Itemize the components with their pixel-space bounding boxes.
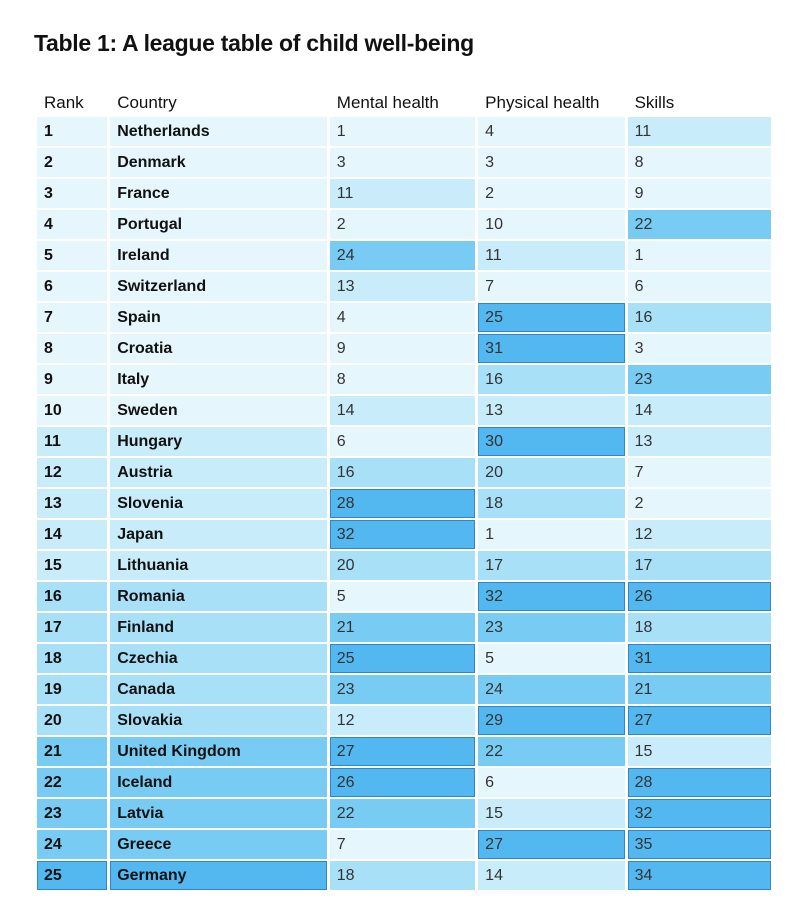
table-row [37,551,771,582]
cell-mental-health: 12 [330,706,475,737]
cell-country: Hungary [110,427,327,458]
table-row [37,365,771,396]
cell-country: Ireland [110,241,327,272]
cell-physical-health: 25 [478,303,624,334]
cell-country: Portugal [110,210,327,241]
header-rank: Rank [44,93,84,112]
table-row [37,675,771,706]
table-row [37,799,771,830]
table-row [37,179,771,210]
cell-rank: 16 [37,582,107,613]
cell-physical-health: 24 [478,675,624,706]
cell-rank: 20 [37,706,107,737]
cell-physical-health: 31 [478,334,624,365]
cell-mental-health: 26 [330,768,475,799]
cell-mental-health: 27 [330,737,475,768]
cell-physical-health: 2 [478,179,624,210]
cell-skills: 3 [628,334,771,365]
cell-rank: 5 [37,241,107,272]
cell-physical-health: 27 [478,830,624,861]
cell-mental-health: 9 [330,334,475,365]
header-physical-health: Physical health [485,93,600,112]
cell-country: Japan [110,520,327,551]
cell-mental-health: 32 [330,520,475,551]
cell-skills: 32 [628,799,771,830]
table-row [37,117,771,148]
cell-skills: 6 [628,272,771,303]
cell-skills: 34 [628,861,771,892]
table-row [37,427,771,458]
cell-mental-health: 23 [330,675,475,706]
table-row [37,644,771,675]
cell-physical-health: 10 [478,210,624,241]
cell-skills: 8 [628,148,771,179]
cell-rank: 18 [37,644,107,675]
cell-rank: 10 [37,396,107,427]
cell-skills: 17 [628,551,771,582]
cell-skills: 26 [628,582,771,613]
cell-rank: 9 [37,365,107,396]
cell-country: Austria [110,458,327,489]
cell-skills: 1 [628,241,771,272]
table-row [37,458,771,489]
cell-country: Slovakia [110,706,327,737]
cell-rank: 22 [37,768,107,799]
cell-country: Finland [110,613,327,644]
cell-skills: 27 [628,706,771,737]
header-country: Country [117,93,177,112]
table-row [37,210,771,241]
cell-mental-health: 28 [330,489,475,520]
cell-rank: 12 [37,458,107,489]
cell-country: Canada [110,675,327,706]
cell-physical-health: 30 [478,427,624,458]
cell-rank: 3 [37,179,107,210]
table-row [37,706,771,737]
cell-physical-health: 17 [478,551,624,582]
cell-skills: 7 [628,458,771,489]
cell-physical-health: 7 [478,272,624,303]
cell-country: Romania [110,582,327,613]
table-row [37,861,771,892]
cell-mental-health: 20 [330,551,475,582]
table-row [37,582,771,613]
table-body [37,117,771,892]
cell-mental-health: 25 [330,644,475,675]
cell-country: Iceland [110,768,327,799]
cell-rank: 24 [37,830,107,861]
cell-country: United Kingdom [110,737,327,768]
table-row [37,489,771,520]
cell-physical-health: 5 [478,644,624,675]
table-row [37,520,771,551]
table-row [37,272,771,303]
cell-skills: 18 [628,613,771,644]
table-row [37,830,771,861]
cell-skills: 35 [628,830,771,861]
cell-physical-health: 11 [478,241,624,272]
cell-rank: 4 [37,210,107,241]
cell-mental-health: 4 [330,303,475,334]
cell-physical-health: 32 [478,582,624,613]
cell-skills: 14 [628,396,771,427]
cell-country: Netherlands [110,117,327,148]
cell-physical-health: 20 [478,458,624,489]
cell-physical-health: 13 [478,396,624,427]
cell-rank: 8 [37,334,107,365]
cell-country: Greece [110,830,327,861]
cell-physical-health: 23 [478,613,624,644]
cell-rank: 6 [37,272,107,303]
cell-mental-health: 7 [330,830,475,861]
cell-country: Lithuania [110,551,327,582]
cell-rank: 14 [37,520,107,551]
cell-mental-health: 8 [330,365,475,396]
cell-physical-health: 6 [478,768,624,799]
table-row [37,148,771,179]
table-row [37,241,771,272]
cell-skills: 16 [628,303,771,334]
cell-skills: 12 [628,520,771,551]
cell-rank: 25 [37,861,107,892]
cell-country: Sweden [110,396,327,427]
cell-physical-health: 22 [478,737,624,768]
table-row [37,303,771,334]
cell-country: Switzerland [110,272,327,303]
cell-physical-health: 16 [478,365,624,396]
cell-physical-health: 15 [478,799,624,830]
cell-rank: 1 [37,117,107,148]
cell-mental-health: 3 [330,148,475,179]
cell-rank: 17 [37,613,107,644]
cell-rank: 21 [37,737,107,768]
cell-rank: 13 [37,489,107,520]
cell-physical-health: 3 [478,148,624,179]
cell-mental-health: 6 [330,427,475,458]
cell-country: Czechia [110,644,327,675]
cell-mental-health: 1 [330,117,475,148]
cell-skills: 15 [628,737,771,768]
cell-country: France [110,179,327,210]
cell-mental-health: 11 [330,179,475,210]
cell-country: Denmark [110,148,327,179]
cell-physical-health: 18 [478,489,624,520]
table-row [37,396,771,427]
cell-mental-health: 21 [330,613,475,644]
cell-mental-health: 13 [330,272,475,303]
cell-physical-health: 14 [478,861,624,892]
table-row [37,768,771,799]
cell-mental-health: 14 [330,396,475,427]
table-row [37,737,771,768]
cell-country: Germany [110,861,327,892]
cell-skills: 28 [628,768,771,799]
cell-mental-health: 22 [330,799,475,830]
cell-physical-health: 4 [478,117,624,148]
cell-skills: 21 [628,675,771,706]
cell-physical-health: 1 [478,520,624,551]
cell-mental-health: 16 [330,458,475,489]
cell-mental-health: 2 [330,210,475,241]
cell-country: Slovenia [110,489,327,520]
cell-skills: 13 [628,427,771,458]
cell-rank: 7 [37,303,107,334]
cell-skills: 23 [628,365,771,396]
cell-skills: 31 [628,644,771,675]
cell-mental-health: 24 [330,241,475,272]
cell-rank: 19 [37,675,107,706]
cell-rank: 15 [37,551,107,582]
table-row [37,613,771,644]
cell-skills: 11 [628,117,771,148]
cell-skills: 9 [628,179,771,210]
cell-country: Italy [110,365,327,396]
table-title: Table 1: A league table of child well-being [34,30,474,56]
cell-physical-health: 29 [478,706,624,737]
cell-skills: 2 [628,489,771,520]
table-row [37,334,771,365]
cell-mental-health: 18 [330,861,475,892]
cell-rank: 11 [37,427,107,458]
league-table [34,89,774,892]
cell-skills: 22 [628,210,771,241]
header-skills: Skills [634,93,675,112]
cell-mental-health: 5 [330,582,475,613]
cell-country: Croatia [110,334,327,365]
cell-rank: 23 [37,799,107,830]
header-row [37,89,771,117]
header-mental-health: Mental health [336,93,439,112]
cell-rank: 2 [37,148,107,179]
cell-country: Spain [110,303,327,334]
cell-country: Latvia [110,799,327,830]
